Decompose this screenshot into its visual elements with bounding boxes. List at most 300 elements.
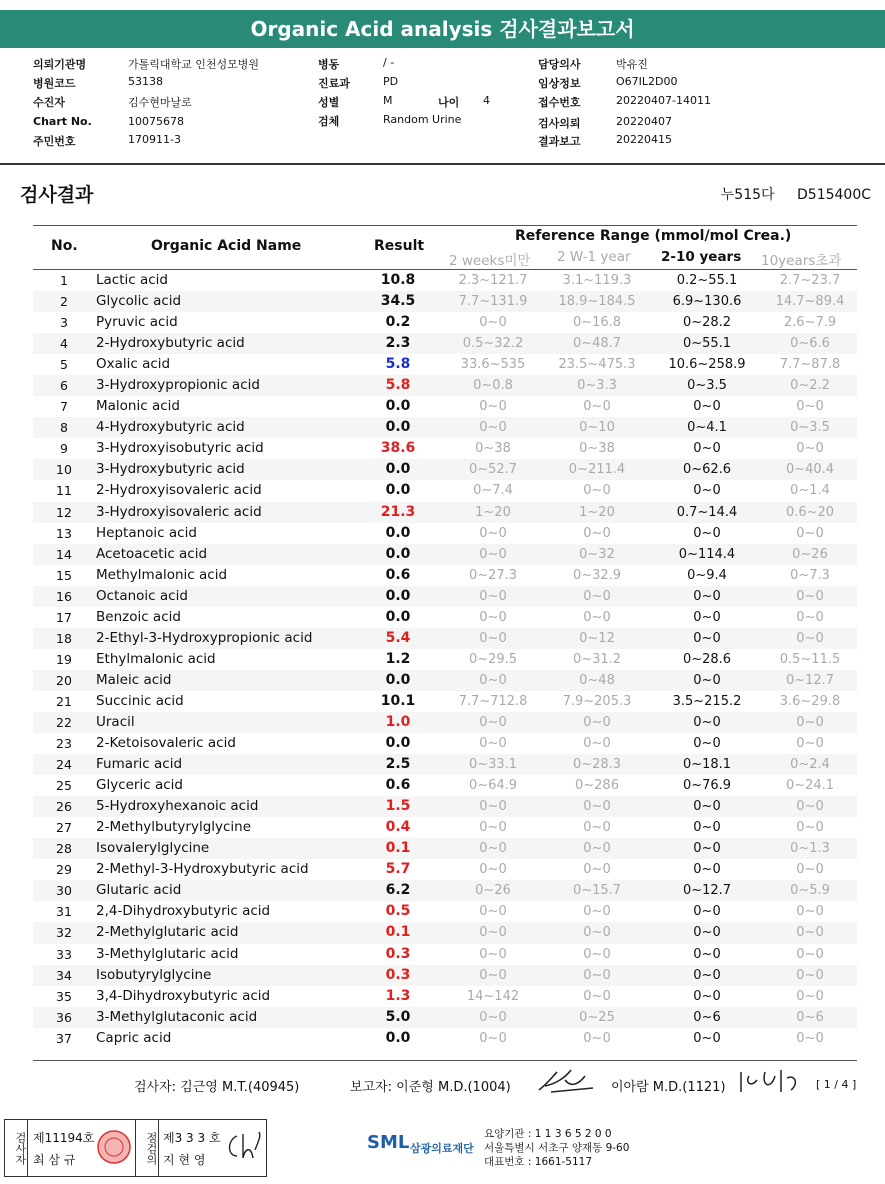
table-row	[33, 922, 857, 943]
row-number: 1	[60, 273, 68, 288]
ref-range-2-10y: 0~55.1	[682, 336, 732, 352]
info-label: 검체	[318, 115, 340, 128]
ref-range-2w: 0~7.4	[473, 483, 513, 499]
row-number: 32	[56, 925, 72, 941]
info-label: 결과보고	[538, 135, 581, 148]
footer-license-2: 제3 3 3 호	[163, 1131, 221, 1145]
ref-range-2-10y: 0~18.1	[682, 757, 732, 773]
info-label: 임상정보	[538, 77, 581, 90]
ref-range-2w: 0~0	[479, 546, 507, 562]
ref-range-2w: 0~0	[479, 609, 507, 625]
result-value: 6.2	[385, 882, 411, 899]
table-row	[33, 417, 857, 438]
ref-range-2w1y: 0~0	[583, 609, 611, 625]
ref-range-10y-plus: 3.6~29.8	[779, 693, 841, 709]
ref-range-2-10y: 0~0	[693, 820, 721, 836]
footer-tester-label: 검사자	[5, 1120, 28, 1176]
ref-range-2w: 0~0	[479, 1009, 507, 1025]
acid-name: Lactic acid	[96, 272, 168, 288]
info-label: 의뢰기관명	[33, 58, 87, 71]
ref-range-2-10y: 0~0	[693, 736, 721, 752]
table-row	[33, 565, 857, 586]
row-number: 30	[56, 883, 72, 899]
ref-range-2w1y: 0~0	[583, 736, 611, 752]
info-value: M	[383, 94, 393, 107]
doctor2-signature: 이아람 M.D.(1121)	[611, 1080, 726, 1095]
acid-name: 3-Hydroxyisovaleric acid	[96, 503, 262, 520]
ref-range-10y-plus: 0~0	[796, 399, 824, 415]
ref-range-2w: 7.7~131.9	[458, 294, 528, 310]
ref-range-10y-plus: 0~0	[796, 630, 824, 646]
row-number: 19	[56, 651, 72, 667]
info-value: 10075678	[128, 115, 184, 128]
result-value: 0.0	[385, 398, 411, 415]
acid-name: Glyceric acid	[96, 777, 183, 794]
ref-range-10y-plus: 0~0	[796, 988, 824, 1004]
table-row	[33, 796, 857, 817]
acid-name: Pyruvic acid	[96, 314, 178, 331]
ref-range-2w: 0~29.5	[468, 651, 518, 667]
ref-range-2w1y: 0~0	[583, 1030, 611, 1046]
table-row	[33, 733, 857, 754]
ref-range-2w: 0~0	[479, 399, 507, 415]
table-row	[33, 544, 857, 565]
acid-name: Succinic acid	[96, 692, 184, 709]
table-row	[33, 396, 857, 417]
info-label: 담당의사	[538, 58, 581, 71]
result-value: 0.0	[385, 545, 411, 562]
result-value: 34.5	[380, 293, 416, 310]
ref-range-10y-plus: 0~0	[796, 609, 824, 625]
ref-range-2w1y: 0~0	[583, 862, 611, 878]
table-row	[33, 649, 857, 670]
ref-range-10y-plus: 0~0	[796, 946, 824, 962]
result-value: 0.0	[385, 482, 411, 499]
ref-range-10y-plus: 0~0	[796, 799, 824, 815]
acid-name: 2-Methylglutaric acid	[96, 924, 239, 941]
ref-range-2w: 0~0	[479, 1030, 507, 1046]
result-value: 0.1	[385, 840, 411, 857]
row-number: 35	[56, 988, 72, 1004]
ref-range-2w1y: 0~32.9	[572, 567, 622, 583]
result-value: 2.5	[385, 756, 411, 773]
footer-line-1: 요양기관 : 1 1 3 6 5 2 0 0	[484, 1128, 612, 1140]
result-value: 0.0	[385, 587, 411, 604]
result-value: 0.2	[385, 314, 411, 331]
info-label: 검사의뢰	[538, 117, 581, 130]
ref-range-10y-plus: 0~0	[796, 736, 824, 752]
table-row	[33, 354, 857, 375]
table-bottom-line	[33, 1060, 857, 1061]
ref-range-2w: 0.5~32.2	[462, 336, 524, 352]
ref-range-10y-plus: 0~0	[796, 862, 824, 878]
result-value: 0.3	[385, 945, 411, 962]
ref-range-2-10y: 0~0	[693, 988, 721, 1004]
ref-range-2-10y: 0.7~14.4	[676, 504, 738, 520]
ref-range-2w: 0~27.3	[468, 567, 518, 583]
row-number: 14	[56, 546, 72, 562]
table-row	[33, 712, 857, 733]
acid-name: 3-Methylglutaconic acid	[96, 1008, 258, 1025]
table-row	[33, 859, 857, 880]
info-label: Chart No.	[33, 115, 92, 128]
result-value: 0.0	[385, 735, 411, 752]
info-value: PD	[383, 75, 399, 88]
row-number: 5	[60, 357, 68, 373]
ref-range-2w1y: 0~286	[575, 778, 619, 794]
ref-range-10y-plus: 0~7.3	[790, 567, 830, 583]
result-value: 0.0	[385, 524, 411, 541]
ref-range-2w: 0~52.7	[468, 462, 518, 478]
result-value: 5.8	[385, 377, 411, 394]
table-header	[33, 225, 857, 270]
result-value: 38.6	[380, 440, 416, 457]
ref-range-2-10y: 0~114.4	[678, 546, 736, 562]
result-value: 0.0	[385, 419, 411, 436]
acid-name: Acetoacetic acid	[96, 545, 208, 562]
ref-range-2w1y: 0~0	[583, 967, 611, 983]
table-row	[33, 944, 857, 965]
ref-range-2w: 0~0	[479, 672, 507, 688]
ref-col-2: 2 W-1 year	[557, 249, 631, 265]
handwritten-signature-3	[223, 1130, 263, 1164]
table-row	[33, 880, 857, 901]
info-value: 53138	[128, 75, 163, 88]
table-row	[33, 965, 857, 986]
ref-range-2-10y: 0~9.4	[687, 567, 727, 583]
table-row	[33, 270, 857, 291]
divider	[0, 163, 885, 165]
ref-range-2-10y: 0~6	[693, 1009, 721, 1025]
ref-range-2w1y: 1~20	[579, 504, 615, 520]
row-number: 36	[56, 1009, 72, 1025]
acid-name: Oxalic acid	[96, 356, 171, 373]
ref-range-2w: 0~0	[479, 946, 507, 962]
ref-range-10y-plus: 2.7~23.7	[779, 273, 841, 288]
info-value: / -	[383, 56, 395, 69]
ref-range-2w: 0~0	[479, 714, 507, 730]
acid-name: 5-Hydroxyhexanoic acid	[96, 798, 259, 815]
ref-range-2-10y: 0~0	[693, 841, 721, 857]
info-value: 가톨릭대학교 인천성모병원	[128, 58, 260, 71]
table-row	[33, 1007, 857, 1028]
ref-col-4: 10years초과	[761, 253, 842, 269]
acid-name: Glycolic acid	[96, 293, 182, 310]
info-label: 주민번호	[33, 135, 76, 148]
result-value: 0.6	[385, 566, 411, 583]
info-label: 성별	[318, 96, 340, 109]
ref-range-2-10y: 0~0	[693, 799, 721, 815]
table-row	[33, 817, 857, 838]
ref-range-2w: 7.7~712.8	[458, 693, 528, 709]
ref-range-2w: 0~0	[479, 315, 507, 331]
ref-range-2w: 0~0	[479, 967, 507, 983]
ref-range-2w1y: 0~31.2	[572, 651, 622, 667]
ref-range-10y-plus: 0~0	[796, 967, 824, 983]
table-row	[33, 901, 857, 922]
info-label: 접수번호	[538, 96, 581, 109]
row-number: 27	[56, 820, 72, 836]
row-number: 10	[56, 462, 72, 478]
ref-col-3: 2-10 years	[661, 249, 742, 265]
info-value: 김수현마날로	[128, 96, 192, 109]
ref-range-10y-plus: 0~6	[796, 1009, 824, 1025]
ref-range-2-10y: 6.9~130.6	[672, 294, 742, 310]
table-row	[33, 628, 857, 649]
ref-range-10y-plus: 7.7~87.8	[779, 357, 841, 373]
info-value: 박유진	[616, 58, 648, 71]
code-1: 누515다	[720, 187, 775, 203]
ref-range-10y-plus: 0.6~20	[785, 504, 835, 520]
row-number: 33	[56, 946, 72, 962]
row-number: 21	[56, 693, 72, 709]
ref-range-2w1y: 0~25	[579, 1009, 615, 1025]
acid-name: 4-Hydroxybutyric acid	[96, 419, 245, 436]
footer-license-1: 제11194호	[33, 1131, 95, 1145]
info-label: 병원코드	[33, 77, 76, 90]
ref-range-2w1y: 7.9~205.3	[562, 693, 632, 709]
ref-range-10y-plus: 0~0	[796, 525, 824, 541]
ref-range-2-10y: 0~0	[693, 672, 721, 688]
age-label: 나이	[438, 96, 460, 109]
row-number: 13	[56, 525, 72, 541]
ref-range-10y-plus: 0~12.7	[785, 672, 835, 688]
ref-range-2w: 0~0	[479, 736, 507, 752]
table-row	[33, 986, 857, 1007]
info-value: O67IL2D00	[616, 75, 678, 88]
ref-range-2-10y: 0~0	[693, 946, 721, 962]
ref-range-10y-plus: 0~0	[796, 904, 824, 920]
row-number: 26	[56, 799, 72, 815]
table-row	[33, 291, 857, 312]
row-number: 18	[56, 630, 72, 646]
row-number: 17	[56, 609, 72, 625]
row-number: 23	[56, 736, 72, 752]
result-value: 10.8	[380, 272, 416, 288]
ref-range-2w1y: 0~12	[579, 630, 615, 646]
acid-name: 2-Hydroxybutyric acid	[96, 335, 245, 352]
handwritten-signature-1	[535, 1066, 597, 1096]
ref-range-2w: 0~0	[479, 799, 507, 815]
info-value: 170911-3	[128, 133, 181, 146]
ref-range-2w1y: 0~32	[579, 546, 615, 562]
ref-range-2w1y: 0~211.4	[568, 462, 626, 478]
ref-range-2-10y: 0~3.5	[687, 378, 727, 394]
row-number: 24	[56, 757, 72, 773]
ref-range-2w1y: 0~0	[583, 714, 611, 730]
info-value: 20220415	[616, 133, 672, 146]
row-number: 28	[56, 841, 72, 857]
footer-contact	[484, 1127, 629, 1169]
result-value: 0.0	[385, 671, 411, 688]
result-value: 1.2	[385, 650, 411, 667]
ref-range-10y-plus: 0~40.4	[785, 462, 835, 478]
ref-range-2w: 0~0	[479, 904, 507, 920]
ref-range-2w: 0~0	[479, 420, 507, 436]
ref-range-2w: 0~0	[479, 525, 507, 541]
info-value: 20220407	[616, 115, 672, 128]
ref-range-2w: 14~142	[466, 988, 520, 1004]
row-number: 12	[56, 504, 72, 520]
ref-range-2-10y: 0~28.2	[682, 315, 732, 331]
ref-range-10y-plus: 0~26	[792, 546, 828, 562]
page-indicator: [ 1 / 4 ]	[816, 1078, 857, 1091]
ref-range-2-10y: 0~0	[693, 925, 721, 941]
ref-range-2w1y: 0~16.8	[572, 315, 622, 331]
ref-range-2w: 0~0	[479, 862, 507, 878]
ref-range-2w1y: 0~0	[583, 525, 611, 541]
ref-range-2-10y: 0~0	[693, 1030, 721, 1046]
ref-range-10y-plus: 0~0	[796, 925, 824, 941]
acid-name: Heptanoic acid	[96, 524, 197, 541]
ref-range-2w: 0~33.1	[468, 757, 518, 773]
footer-name-1: 최 삼 규	[33, 1153, 76, 1167]
acid-name: 3-Hydroxybutyric acid	[96, 461, 245, 478]
ref-range-2w1y: 0~38	[579, 441, 615, 457]
header-reference-range: Reference Range (mmol/mol Crea.)	[515, 228, 792, 244]
ref-range-2w: 0~64.9	[468, 778, 518, 794]
ref-range-2w1y: 0~0	[583, 399, 611, 415]
ref-range-2w1y: 0~28.3	[572, 757, 622, 773]
handwritten-signature-2	[735, 1066, 805, 1096]
ref-range-2w: 0~0.8	[473, 378, 513, 394]
table-row	[33, 607, 857, 628]
ref-range-2w1y: 0~3.3	[577, 378, 617, 394]
ref-range-10y-plus: 0~3.5	[790, 420, 830, 436]
acid-name: Uracil	[96, 713, 135, 730]
row-number: 34	[56, 967, 72, 983]
result-value: 5.4	[385, 629, 411, 646]
result-value: 0.0	[385, 608, 411, 625]
row-number: 9	[60, 441, 68, 457]
report-codes	[703, 184, 871, 204]
header-no: No.	[51, 238, 78, 254]
acid-name: Isovalerylglycine	[96, 840, 210, 857]
ref-range-2-10y: 0~0	[693, 630, 721, 646]
row-number: 3	[60, 315, 68, 331]
report-title: Organic Acid analysis 검사결과보고서	[0, 10, 885, 48]
info-value: 20220407-14011	[616, 94, 711, 107]
ref-range-2-10y: 0~0	[693, 967, 721, 983]
tester-signature: 검사자: 김근영 M.T.(40945)	[134, 1080, 300, 1095]
ref-range-2w1y: 0~0	[583, 483, 611, 499]
header-result: Result	[374, 238, 425, 254]
seal-stamp	[95, 1128, 133, 1166]
table-row	[33, 775, 857, 796]
acid-name: Methylmalonic acid	[96, 566, 228, 583]
row-number: 6	[60, 378, 68, 394]
sml-logo: SML	[367, 1132, 410, 1153]
row-number: 37	[56, 1030, 72, 1046]
result-value: 0.4	[385, 819, 411, 836]
ref-range-10y-plus: 0.5~11.5	[779, 651, 841, 667]
table-row	[33, 502, 857, 523]
acid-name: Capric acid	[96, 1029, 172, 1046]
row-number: 31	[56, 904, 72, 920]
row-number: 16	[56, 588, 72, 604]
result-value: 5.8	[385, 356, 411, 373]
footer-checker-label: 점검의	[135, 1120, 159, 1176]
acid-name: 3-Hydroxypropionic acid	[96, 377, 260, 394]
result-value: 0.3	[385, 966, 411, 983]
code-2: D515400C	[797, 187, 871, 203]
acid-name: Glutaric acid	[96, 882, 182, 899]
result-value: 0.1	[385, 924, 411, 941]
ref-range-2-10y: 0~28.6	[682, 651, 732, 667]
ref-range-2-10y: 0~0	[693, 862, 721, 878]
ref-range-2w1y: 0~0	[583, 799, 611, 815]
table-row	[33, 459, 857, 480]
acid-name: Ethylmalonic acid	[96, 650, 216, 667]
ref-range-2-10y: 0~0	[693, 609, 721, 625]
ref-range-2w1y: 3.1~119.3	[562, 273, 632, 288]
ref-range-2w1y: 18.9~184.5	[558, 294, 636, 310]
table-row	[33, 586, 857, 607]
ref-range-2-10y: 0~62.6	[682, 462, 732, 478]
acid-name: Maleic acid	[96, 671, 172, 688]
row-number: 11	[56, 483, 72, 499]
result-value: 1.5	[385, 798, 411, 815]
row-number: 29	[56, 862, 72, 878]
row-number: 2	[60, 294, 68, 310]
acid-name: 2-Ethyl-3-Hydroxypropionic acid	[96, 629, 313, 646]
ref-range-10y-plus: 0~0	[796, 588, 824, 604]
info-value: Random Urine	[383, 113, 462, 126]
acid-name: Benzoic acid	[96, 608, 181, 625]
ref-range-2w: 0~26	[475, 883, 511, 899]
ref-range-10y-plus: 0~0	[796, 820, 824, 836]
result-value: 0.0	[385, 461, 411, 478]
result-value: 0.6	[385, 777, 411, 794]
result-value: 0.5	[385, 903, 411, 920]
age-value: 4	[483, 94, 490, 107]
acid-name: Malonic acid	[96, 398, 180, 415]
result-value: 5.7	[385, 861, 411, 878]
row-number: 7	[60, 399, 68, 415]
row-number: 22	[56, 714, 72, 730]
ref-range-2w1y: 0~0	[583, 925, 611, 941]
ref-range-10y-plus: 0~0	[796, 441, 824, 457]
acid-name: 2-Methyl-3-Hydroxybutyric acid	[96, 861, 309, 878]
ref-range-2w1y: 0~48	[579, 672, 615, 688]
table-row	[33, 838, 857, 859]
ref-range-2w: 2.3~121.7	[458, 273, 528, 288]
ref-range-2-10y: 0~0	[693, 441, 721, 457]
ref-range-2-10y: 10.6~258.9	[668, 357, 746, 373]
ref-range-10y-plus: 0~6.6	[790, 336, 830, 352]
result-value: 21.3	[380, 503, 416, 520]
acid-name: Fumaric acid	[96, 756, 183, 773]
ref-range-2-10y: 0~4.1	[687, 420, 727, 436]
acid-name: 3-Hydroxyisobutyric acid	[96, 440, 264, 457]
ref-range-10y-plus: 0~2.4	[790, 757, 830, 773]
ref-range-2w1y: 23.5~475.3	[558, 357, 636, 373]
ref-range-10y-plus: 0~5.9	[790, 883, 830, 899]
result-value: 0.0	[385, 1029, 411, 1046]
ref-range-2-10y: 0.2~55.1	[676, 273, 738, 288]
ref-range-2-10y: 0~0	[693, 483, 721, 499]
info-label: 수진자	[33, 96, 65, 109]
ref-range-10y-plus: 14.7~89.4	[775, 294, 845, 310]
footer-name-2: 지 현 영	[163, 1153, 206, 1167]
acid-name: Octanoic acid	[96, 587, 188, 604]
row-number: 15	[56, 567, 72, 583]
ref-range-10y-plus: 0~1.4	[790, 483, 830, 499]
ref-range-2w: 0~0	[479, 588, 507, 604]
ref-range-2w1y: 0~0	[583, 988, 611, 1004]
ref-range-2w: 0~0	[479, 630, 507, 646]
row-number: 25	[56, 778, 72, 794]
